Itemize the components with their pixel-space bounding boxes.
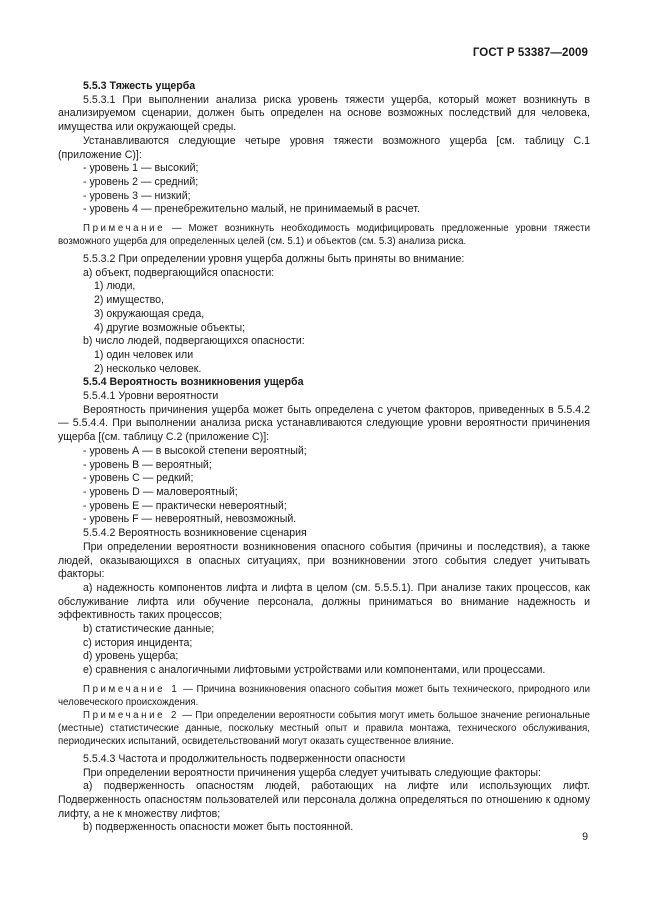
paragraph: 5.5.3.2 При определении уровня ущерба должны быть приняты во внимание: [83, 253, 465, 266]
paragraph: Вероятность причинения ущерба может быть определена с учетом факторов, приведенных в 5.5.4.2 — 5.5.4.4. При выполнении анализа риска устанавливаются следующие уровни вероятности причинения ущерба [(см. таблицу С.2 (приложение С)]: [58, 403, 590, 444]
list-item: 3) окружающая среда, [94, 307, 205, 320]
list-item: b) статистические данные; [83, 623, 215, 636]
paragraph: При определении вероятности причинения ущерба следует учитывать следующие факторы: [83, 766, 541, 779]
list-item: - уровень С — редкий; [83, 472, 194, 485]
list-item: 2) несколько человек. [94, 362, 202, 375]
paragraph: а) надежность компонентов лифта и лифта в целом (см. 5.5.5.1). При анализе таких процессов, как обслуживание лифта или обучение персонала, должны приниматься во внимание надежность и эффективность таких процессов; [58, 581, 590, 622]
note [58, 709, 590, 748]
subsection-heading: 5.5.4.1 Уровни вероятности [83, 390, 219, 403]
list-item: c) история инцидента; [83, 636, 193, 649]
section-heading: 5.5.3 Тяжесть ущерба [83, 80, 196, 92]
list-item: b) подверженность опасности может быть постоянной. [83, 821, 354, 834]
list-item: b) число людей, подвергающихся опасности: [83, 335, 305, 348]
section-heading: 5.5.4 Вероятность возникновения ущерба [83, 376, 304, 389]
list-item: - уровень 4 — пренебрежительно малый, не принимаемый в расчет. [83, 203, 420, 216]
note [58, 222, 590, 248]
list-item: 1) люди, [94, 280, 136, 293]
note-text: — При определении вероятности события могут иметь большое значение региональные (местные) статистические данные, поскольку местный опыт и правила монтажа, технического обслуживания, периодических испытаний, освидетельствований могут оказать существенное влияние. [58, 709, 590, 747]
list-item: 2) имущество, [94, 294, 164, 307]
list-item: - уровень 3 — низкий; [83, 189, 191, 202]
note [58, 683, 590, 709]
list-item: e) сравнения с аналогичными лифтовыми устройствами или компонентами, или процессами. [83, 664, 546, 677]
list-item: 1) один человек или [94, 348, 194, 361]
paragraph: Устанавливаются следующие четыре уровня тяжести возможного ущерба [см. таблицу С.1 (приложение С)]: [58, 134, 590, 161]
list-item: - уровень А — в высокой степени вероятный; [83, 444, 307, 457]
list-item: - уровень В — вероятный; [83, 458, 212, 471]
list-item: d) уровень ущерба; [83, 650, 179, 663]
page-content [58, 80, 590, 835]
note-text: — Может возникнуть необходимость модифицировать предложенные уровни тяжести возможного ущерба для определенных целей (см. 5.1) и объектов (см. 5.3) анализа риска. [58, 223, 590, 248]
paragraph: 5.5.3.1 При выполнении анализа риска уровень тяжести ущерба, который может возникнуть в анализируемом сценарии, должен быть определен на основе возможных последствий для человека, имущества или окружающей среды. [58, 93, 590, 134]
paragraph: а) подверженность опасностям людей, работающих на лифте или использующих лифт. Подверженность опасностям пользователей или персонала должна определяться по отношению к одному лифту, а не к множеству лифтов; [58, 780, 590, 820]
note-label: Примечание 1 [83, 683, 180, 695]
note-label: Примечание 2 [83, 709, 179, 721]
list-item: - уровень F — невероятный, невозможный. [83, 513, 297, 526]
list-item: а) объект, подвергающийся опасности: [83, 266, 275, 279]
paragraph: При определении вероятности возникновения опасного события (причины и последствия), а также людей, оказывающихся в опасных ситуациях, при возникновении этого события следует учитывать факторы: [58, 540, 590, 581]
note-label: Примечание [83, 223, 166, 235]
list-item: - уровень E — практически невероятный; [83, 499, 287, 512]
document-code: ГОСТ Р 53387—2009 [472, 47, 588, 59]
list-item: - уровень 1 — высокий; [83, 162, 199, 175]
list-item: - уровень 2 — средний; [83, 175, 199, 188]
page-number: 9 [582, 831, 588, 843]
list-item: - уровень D — маловероятный; [83, 485, 238, 498]
subsection-heading: 5.5.4.2 Вероятность возникновение сценария [83, 527, 307, 540]
list-item: 4) другие возможные объекты; [94, 321, 246, 334]
note-text: — Причина возникновения опасного события может быть технического, природного или человеческого происхождения. [58, 683, 590, 708]
subsection-heading: 5.5.4.3 Частота и продолжительность подверженности опасности [83, 752, 406, 765]
